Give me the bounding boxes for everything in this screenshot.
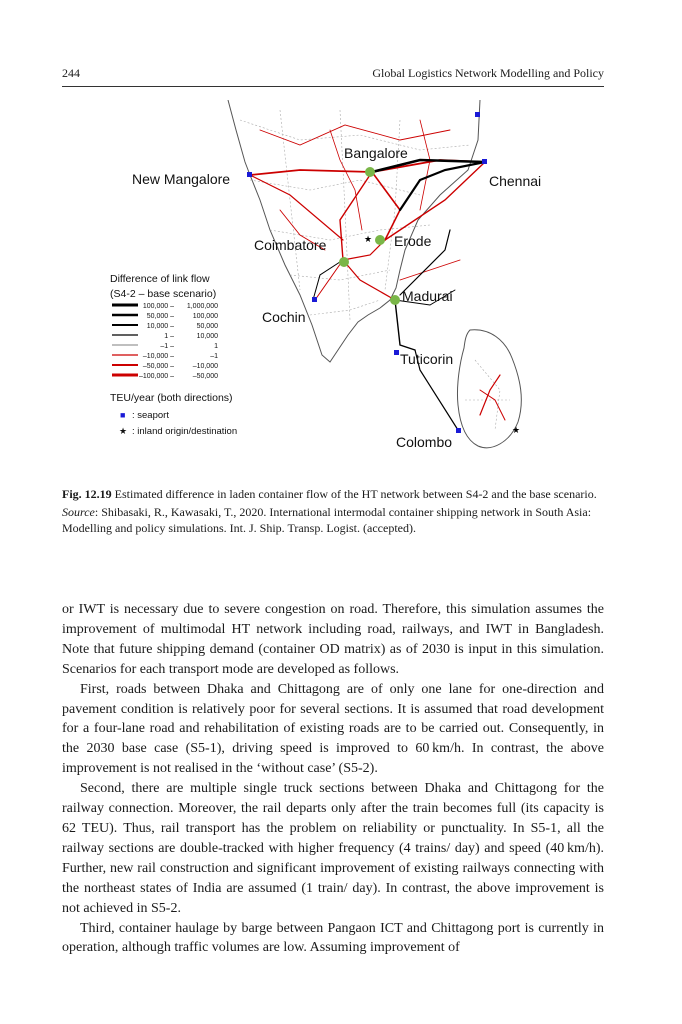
- header-rule: [62, 86, 604, 87]
- legend-range-to: 1: [214, 343, 218, 350]
- label-erode: Erode: [394, 233, 432, 249]
- legend-title-line1: Difference of link flow: [110, 273, 210, 285]
- svg-text:★: ★: [364, 234, 373, 244]
- caption-source: [62, 504, 604, 536]
- legend-inland-symbol: ★: [119, 426, 128, 436]
- legend-range-to: 10,000: [196, 333, 218, 340]
- inland-node-bangalore: [365, 167, 375, 177]
- inland-node-coimbatore: [339, 257, 349, 267]
- legend-inland-label: : inland origin/destination: [132, 426, 238, 437]
- inland-node-madurai: [390, 295, 400, 305]
- legend-seaport-symbol: ■: [120, 410, 126, 420]
- inland-node-erode: [375, 235, 385, 245]
- running-title: Global Logistics Network Modelling and Policy: [372, 66, 604, 80]
- label-colombo: Colombo: [396, 434, 453, 450]
- legend-range-from: –10,000 –: [142, 353, 174, 360]
- legend-range-to: 100,000: [192, 313, 218, 320]
- legend-range-from: 100,000 –: [142, 303, 174, 310]
- legend-range-from: –50,000 –: [142, 363, 174, 370]
- label-chennai: Chennai: [489, 173, 542, 189]
- paragraph: Second, there are multiple single truck sections between Dhaka and Chittagong for the railway connection. Moreover, the rail departs only after the train becomes full (its capacity is 62 TEU). Thus, rail transport has the problem on reliability or punctuality. In S5-1, all the railway sections are double-tracked with higher frequency (4 trains/ day) and speed (40 km/h). Further, new rail construction and significant improvement of existing railways connecting with the northeast states of India are assumed (1 train/ day). In contrast, the above improvement is not achieved in S5-2.: [62, 781, 604, 916]
- paragraph: First, roads between Dhaka and Chittagong are of only one lane for one-direction and pavement condition is relatively poor for several sections. It is assumed that road development for a four-lane road and rehabilitation of existing roads are to be carried out. Consequently, in the 2030 base case (S5-1), driving speed is improved to 60 km/h. In contrast, the above improvement is not realised in the ‘without case’ (S5-2).: [62, 681, 604, 777]
- caption-source-text: : Shibasaki, R., Kawasaki, T., 2020. International intermodal container shipping network in South Asia: Modelling and policy simulations. Int. J. Ship. Transp. Logist. (accepted).: [62, 505, 592, 535]
- label-madurai: Madurai: [402, 288, 453, 304]
- legend-range-to: –1: [210, 353, 218, 360]
- positive-flow-links: [313, 160, 485, 430]
- seaport-tuticorin: [394, 350, 399, 355]
- figure-caption: [62, 486, 604, 536]
- label-tuticorin: Tuticorin: [400, 351, 454, 367]
- seaport-chennai: [482, 159, 487, 164]
- label-cochin: Cochin: [262, 309, 306, 325]
- label-coimbatore: Coimbatore: [254, 237, 327, 253]
- legend-range-to: 50,000: [196, 323, 218, 330]
- seaport-colombo: [456, 428, 461, 433]
- legend-range-from: –100,000 –: [138, 373, 174, 380]
- legend-range-from: 50,000 –: [146, 313, 174, 320]
- page-number: 244: [62, 66, 80, 80]
- caption-main: [62, 486, 604, 502]
- body-text: [62, 600, 604, 958]
- legend-rows: [112, 303, 218, 380]
- running-header: [62, 66, 604, 82]
- south-india-flow-map: [100, 100, 570, 480]
- seaport-cochin: [312, 297, 317, 302]
- legend-range-to: –10,000: [192, 363, 218, 370]
- seaport-new-mangalore: [247, 172, 252, 177]
- paragraph: or IWT is necessary due to severe congestion on road. Therefore, this simulation assumes the improvement of multimodal HT network including road, railways, and IWT in Bangladesh. Note that future shipping demand (container OD matrix) as of 2030 is input in this simulation. Scenarios for each transport mode are developed as follows.: [62, 602, 604, 677]
- legend-seaport-label: : seaport: [132, 410, 169, 421]
- caption-text: Estimated difference in laden container flow of the HT network between S4-2 and the base scenario.: [114, 487, 597, 501]
- caption-source-label: Source: [62, 505, 95, 519]
- paragraph: Third, container haulage by barge between Pangaon ICT and Chittagong port is currently in operation, although traffic volumes are low. Assuming improvement of: [62, 920, 604, 956]
- legend-range-to: –50,000: [192, 373, 218, 380]
- legend-title-line2: (S4-2 – base scenario): [110, 288, 217, 300]
- seaport-northeast: [475, 112, 480, 117]
- legend-range-to: 1,000,000: [186, 303, 218, 310]
- caption-label: Fig. 12.19: [62, 487, 112, 501]
- map-legend: [110, 273, 237, 437]
- svg-text:★: ★: [512, 425, 521, 435]
- label-bangalore: Bangalore: [344, 145, 408, 161]
- map-figure: [100, 100, 570, 480]
- legend-range-from: 1 –: [164, 333, 174, 340]
- label-new-mangalore: New Mangalore: [132, 171, 231, 187]
- legend-unit: TEU/year (both directions): [110, 392, 233, 404]
- legend-range-from: –1 –: [160, 343, 174, 350]
- legend-range-from: 10,000 –: [146, 323, 174, 330]
